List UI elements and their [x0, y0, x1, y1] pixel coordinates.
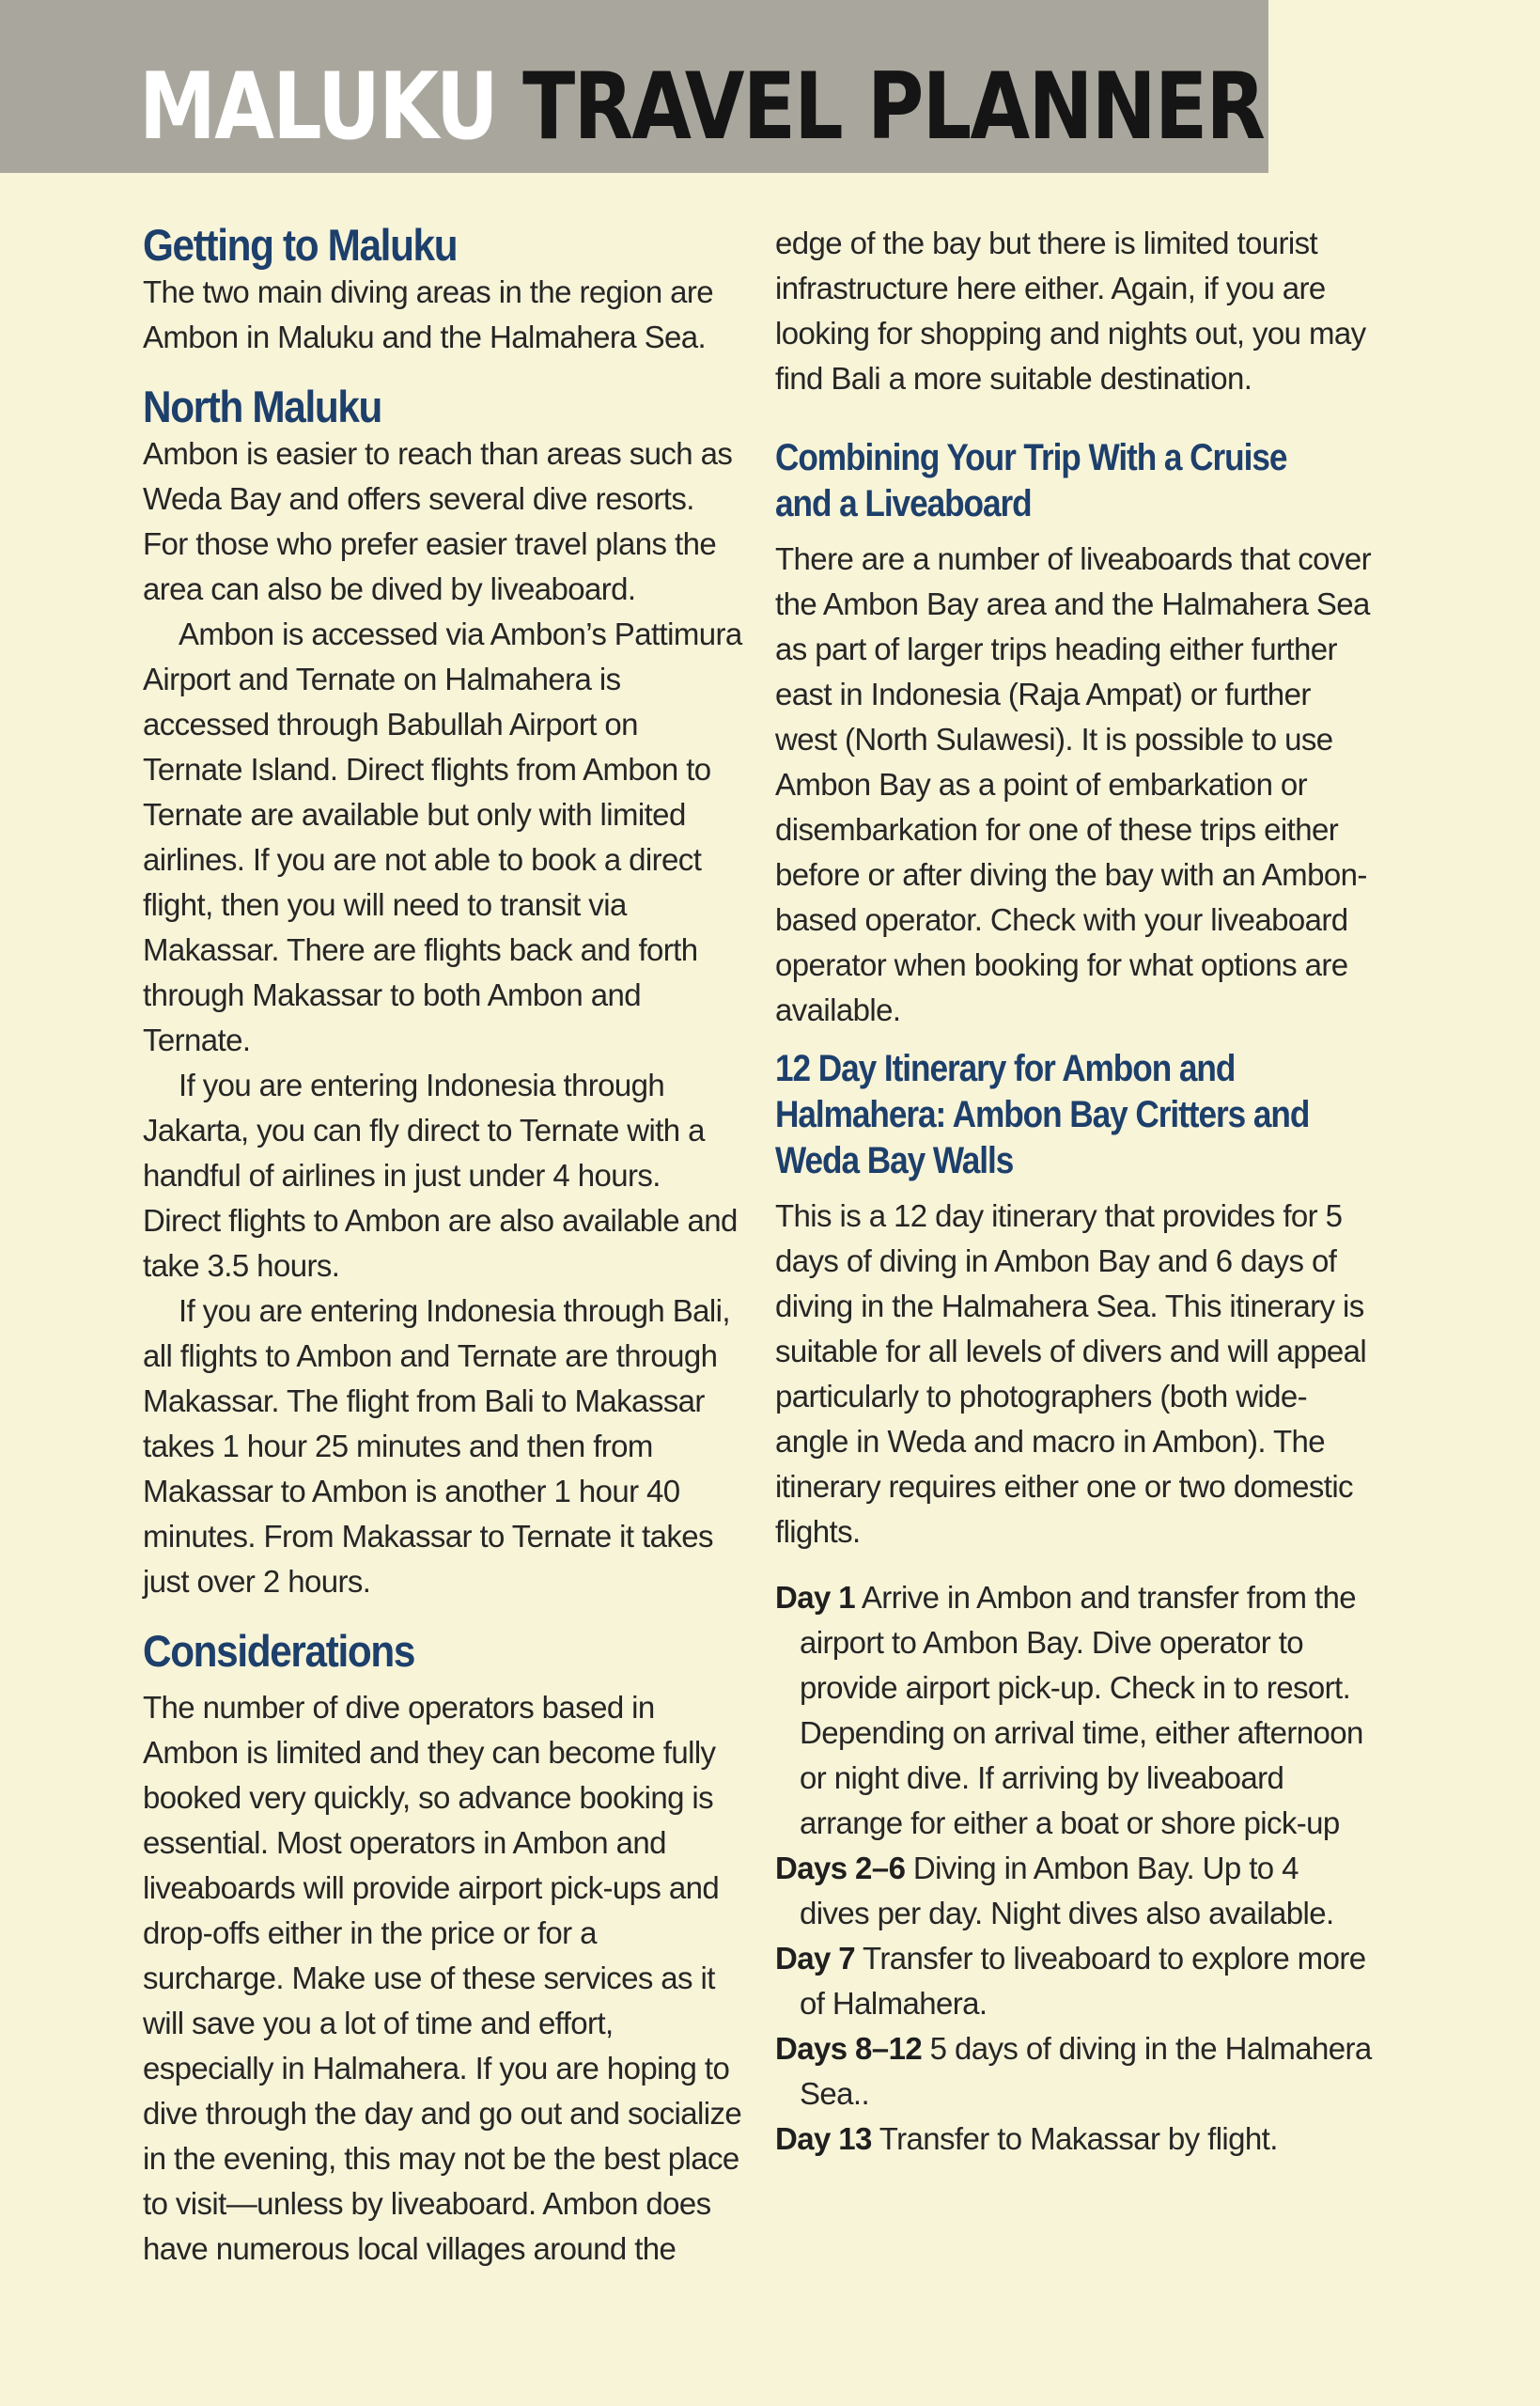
heading-cruise-line-2: and a Liveaboard	[775, 483, 1032, 524]
considerations-paragraph: The number of dive operators based in Ambon is limited and they can become fully booked very quickly, so advance booking is essential. Most operators in Ambon and liveaboards will provide airport pick-ups and drop-offs either in the price or for a surcharge. Make use of these services as it will save you a lot of time and effort, especially in Halmahera. If you are hoping to dive through the day and go out and socialize in the evening, this may not be the best place to visit—unless by liveaboard. Ambon does have numerous local villages around the	[143, 1690, 742, 2266]
heading-itinerary-line-3: Weda Bay Walls	[775, 1140, 1014, 1181]
heading-north-maluku: North Maluku	[143, 382, 382, 431]
title-banner	[0, 0, 1268, 173]
itinerary-days-8-12	[775, 2026, 1375, 2117]
day-text: Diving in Ambon Bay. Up to 4 dives per day. Night dives also available.	[800, 1851, 1334, 1930]
cruise-paragraph: There are a number of liveaboards that cover the Ambon Bay area and the Halmahera Sea as part of larger trips heading either further east in Indonesia (Raja Ampat) or further west (North Sulawesi). It is possible to use Ambon Bay as a point of embarkation or disembarkation for one of these trips either before or after diving the bay with an Ambon-based operator. Check with your liveaboard operator when booking for what options are available.	[775, 541, 1371, 1027]
day-label: Days 8–12	[775, 2031, 923, 2066]
day-text: Transfer to Makassar by flight.	[879, 2121, 1278, 2156]
day-text: 5 days of diving in the Halmahera Sea..	[800, 2031, 1372, 2111]
right-column	[775, 221, 1375, 2162]
heading-getting-to-maluku: Getting to Maluku	[143, 220, 458, 270]
continued-paragraph: edge of the bay but there is limited tourist infrastructure here either. Again, if you are looking for shopping and nights out, you may find Bali a more suitable destination.	[775, 226, 1366, 396]
heading-considerations: Considerations	[143, 1626, 414, 1676]
day-label: Day 13	[775, 2121, 872, 2156]
day-label: Days 2–6	[775, 1851, 906, 1885]
north-paragraph-1: Ambon is easier to reach than areas such as Weda Bay and offers several dive resorts. For those who prefer easier travel plans the area can also be dived by liveaboard.	[143, 436, 733, 606]
itinerary-day-13	[775, 2117, 1375, 2162]
title-word-maluku: MALUKU	[139, 54, 498, 161]
north-paragraph-2: Ambon is accessed via Ambon’s Pattimura Airport and Ternate on Halmahera is accessed through Babullah Airport on Ternate Island. Direct flights from Ambon to Ternate are available but only with limited airlines. If you are not able to book a direct flight, then you will need to transit via Makassar. There are flights back and forth through Makassar to both Ambon and Ternate.	[143, 617, 742, 1057]
day-text: Arrive in Ambon and transfer from the airport to Ambon Bay. Dive operator to provide airport pick-up. Check in to resort. Depending on arrival time, either afternoon or night dive. If arriving by liveaboard arrange for either a boat or shore pick-up	[800, 1580, 1363, 1840]
itinerary-day-7	[775, 1936, 1375, 2026]
day-label: Day 7	[775, 1941, 856, 1976]
title-word-travel-planner: TRAVEL PLANNER	[522, 54, 1265, 161]
day-label: Day 1	[775, 1580, 856, 1615]
north-paragraph-4: If you are entering Indonesia through Bali, all flights to Ambon and Ternate are through Makassar. The flight from Bali to Makassar takes 1 hour 25 minutes and then from Makassar to Ambon is another 1 hour 40 minutes. From Makassar to Ternate it takes just over 2 hours.	[143, 1293, 730, 1599]
itinerary-paragraph: This is a 12 day itinerary that provides for 5 days of diving in Ambon Bay and 6 days of diving in the Halmahera Sea. This itinerary is suitable for all levels of divers and will appeal particularly to photographers (both wide-angle in Weda and macro in Ambon). The itinerary requires either one or two domestic flights.	[775, 1198, 1367, 1549]
north-paragraph-3: If you are entering Indonesia through Jakarta, you can fly direct to Ternate with a handful of airlines in just under 4 hours. Direct flights to Ambon are also available and take 3.5 hours.	[143, 1068, 738, 1283]
itinerary-days-2-6	[775, 1846, 1375, 1936]
heading-itinerary-line-1: 12 Day Itinerary for Ambon and	[775, 1048, 1236, 1089]
getting-paragraph: The two main diving areas in the region are Ambon in Maluku and the Halmahera Sea.	[143, 274, 714, 354]
itinerary-day-1	[775, 1575, 1375, 1846]
page-title	[139, 55, 1264, 160]
heading-itinerary-line-2: Halmahera: Ambon Bay Critters and	[775, 1094, 1310, 1135]
heading-cruise-line-1: Combining Your Trip With a Cruise	[775, 437, 1287, 478]
day-text: Transfer to liveaboard to explore more of Halmahera.	[800, 1941, 1366, 2021]
left-column	[143, 221, 742, 2272]
